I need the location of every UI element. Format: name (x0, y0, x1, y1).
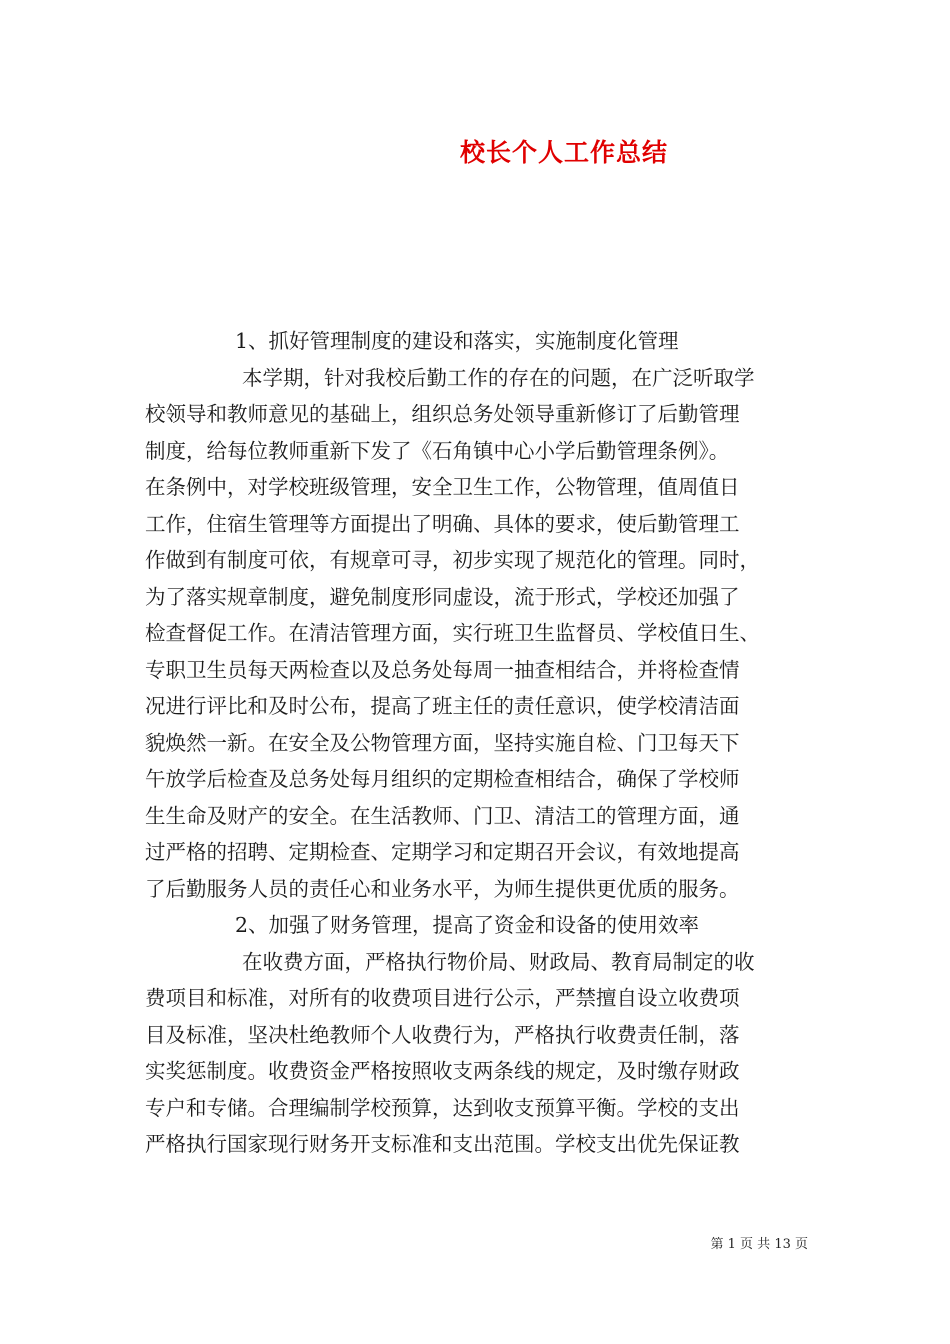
paragraph-line: 专户和专储。合理编制学校预算，达到收支预算平衡。学校的支出 (145, 1095, 740, 1120)
paragraph-line: 严格执行国家现行财务开支标准和支出范围。学校支出优先保证教 (145, 1132, 740, 1156)
page-number-footer: 第 1 页 共 13 页 (710, 1237, 808, 1252)
paragraph-line: 生生命及财产的安全。在生活教师、门卫、清洁工的管理方面，通 (145, 803, 740, 828)
document-title: 校长个人工作总结 (459, 138, 668, 167)
paragraph-line: 了后勤服务人员的责任心和业务水平，为师生提供更优质的服务。 (145, 876, 740, 901)
paragraph-line: 制度，给每位教师重新下发了《石角镇中心小学后勤管理条例》。 (145, 438, 730, 463)
paragraph-line: 专职卫生员每天两检查以及总务处每周一抽查相结合，并将检查情 (145, 657, 740, 682)
paragraph-line: 费项目和标准，对所有的收费项目进行公示，严禁擅自设立收费项 (145, 986, 740, 1010)
section-heading: 2、加强了财务管理，提高了资金和设备的使用效率 (235, 913, 700, 937)
paragraph-line: 况进行评比和及时公布，提高了班主任的责任意识，使学校清洁面 (145, 694, 740, 718)
paragraph-line: 校领导和教师意见的基础上，组织总务处领导重新修订了后勤管理 (145, 402, 740, 426)
paragraph-line: 实奖惩制度。收费资金严格按照收支两条线的规定，及时缴存财政 (145, 1059, 740, 1083)
paragraph-line: 作做到有制度可依，有规章可寻，初步实现了规范化的管理。同时， (145, 548, 760, 572)
section-heading: 1、抓好管理制度的建设和落实，实施制度化管理 (235, 329, 679, 353)
paragraph-line: 过严格的招聘、定期检查、定期学习和定期召开会议，有效地提高 (145, 840, 740, 864)
paragraph-line: 在条例中，对学校班级管理，安全卫生工作，公物管理，值周值日 (145, 475, 740, 499)
paragraph-line: 午放学后检查及总务处每月组织的定期检查相结合，确保了学校师 (145, 767, 740, 791)
paragraph-line: 目及标准，坚决杜绝教师个人收费行为，严格执行收费责任制，落 (145, 1022, 740, 1047)
document-body (145, 323, 815, 1163)
paragraph-line: 为了落实规章制度，避免制度形同虚设，流于形式，学校还加强了 (145, 584, 740, 609)
paragraph-line: 工作，住宿生管理等方面提出了明确、具体的要求，使后勤管理工 (145, 511, 740, 536)
paragraph-line: 在收费方面，严格执行物价局、财政局、教育局制定的收 (242, 949, 755, 974)
paragraph-line: 貌焕然一新。在安全及公物管理方面，坚持实施自检、门卫每天下 (145, 730, 740, 755)
paragraph-line: 本学期，针对我校后勤工作的存在的问题，在广泛听取学 (242, 365, 755, 390)
paragraph-line: 检查督促工作。在清洁管理方面，实行班卫生监督员、学校值日生、 (145, 621, 760, 645)
